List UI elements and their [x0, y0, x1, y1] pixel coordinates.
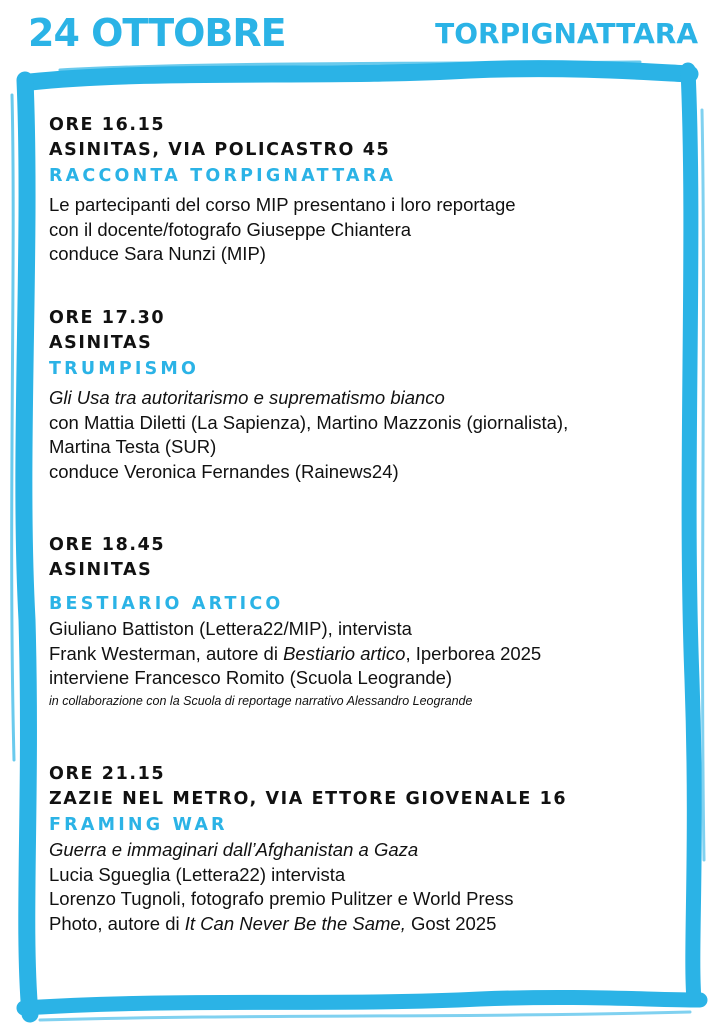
event-block: [49, 533, 699, 711]
event-description-line: con Mattia Diletti (La Sapienza), Martino Mazzonis (giornalista),: [49, 411, 569, 433]
event-title: RACCONTA TORPIGNATTARA: [49, 166, 397, 186]
event-time: ORE 18.45: [49, 535, 166, 555]
event-location: TORPIGNATTARA: [435, 17, 698, 50]
event-description-line: conduce Veronica Fernandes (Rainews24): [49, 460, 399, 482]
line-text: , Iperborea 2025: [405, 642, 542, 664]
event-time: ORE 16.15: [49, 115, 166, 135]
event-subtitle: Guerra e immaginari dall’Afghanistan a Gaza: [49, 839, 419, 860]
event-description-line: Giuliano Battiston (Lettera22/MIP), intervista: [49, 618, 412, 639]
event-description-line: [49, 912, 699, 937]
event-time: ORE 21.15: [49, 764, 166, 784]
collaboration-note: in collaborazione con la Scuola di reportage narrativo Alessandro Leogrande: [49, 693, 473, 708]
line-text: Photo, autore di: [49, 912, 185, 934]
event-block: [49, 113, 699, 267]
event-description-line: con il docente/fotografo Giuseppe Chiantera: [49, 218, 412, 240]
event-description-line: interviene Francesco Romito (Scuola Leogrande): [49, 667, 453, 688]
event-block: [49, 762, 699, 936]
event-venue: ASINITAS: [49, 333, 153, 353]
event-venue: ASINITAS: [49, 560, 153, 580]
event-venue: ZAZIE NEL METRO, VIA ETTORE GIOVENALE 16: [49, 789, 568, 809]
event-date: 24 OTTOBRE: [28, 11, 286, 55]
event-description-line: Le partecipanti del corso MIP presentano i loro reportage: [49, 194, 516, 215]
line-text: Frank Westerman, autore di: [49, 642, 284, 664]
event-subtitle: Gli Usa tra autoritarismo e suprematismo bianco: [49, 387, 445, 408]
book-title: Bestiario artico: [283, 642, 406, 664]
book-title: It Can Never Be the Same,: [184, 912, 406, 934]
event-description-line: conduce Sara Nunzi (MIP): [49, 243, 266, 264]
line-text: Gost 2025: [405, 912, 497, 934]
event-description-line: Lorenzo Tugnoli, fotografo premio Pulitzer e World Press: [49, 888, 514, 909]
event-description-line: Lucia Sgueglia (Lettera22) intervista: [49, 863, 346, 885]
event-block: [49, 306, 699, 484]
event-title: TRUMPISMO: [49, 359, 200, 379]
event-time: ORE 17.30: [49, 308, 166, 328]
event-title: BESTIARIO ARTICO: [49, 594, 284, 614]
event-title: FRAMING WAR: [49, 815, 228, 835]
event-venue: ASINITAS, VIA POLICASTRO 45: [49, 140, 391, 160]
event-description-line: [49, 642, 699, 667]
event-description-line: Martina Testa (SUR): [49, 436, 217, 457]
